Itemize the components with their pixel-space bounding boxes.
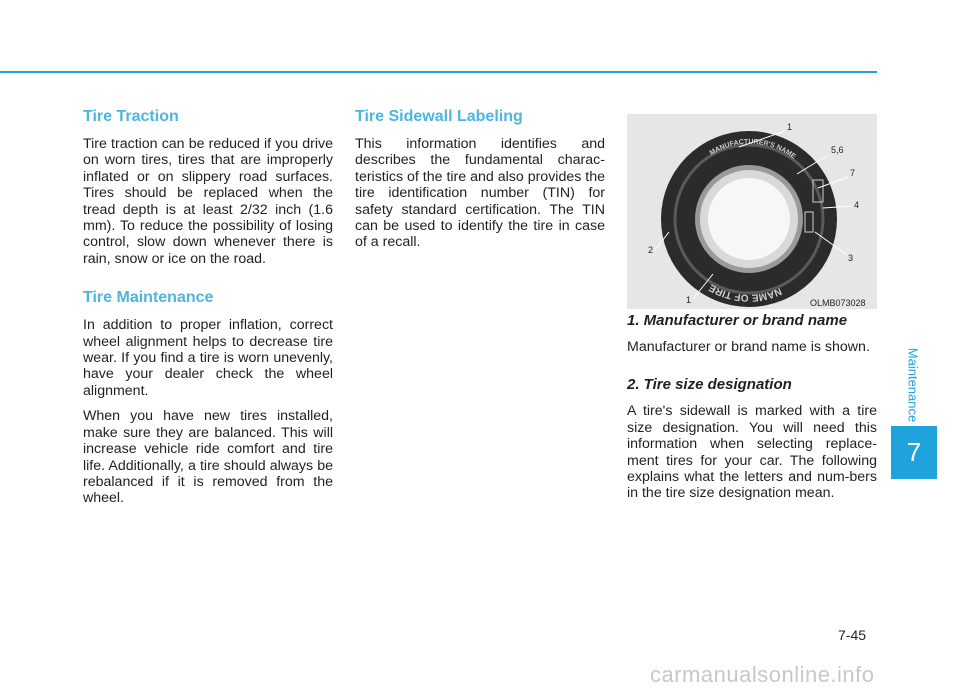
item-2-text: A tire's sidewall is marked with a tire size designation. You will need this information when selecting replace-ment tires for your car. The following explains what the letters and num-bers in the tire size designation mean. bbox=[627, 403, 877, 502]
callout-4: 4 bbox=[854, 200, 860, 210]
item-2-title: 2. Tire size designation bbox=[627, 376, 792, 394]
left-column bbox=[83, 108, 333, 516]
page-number: 7-45 bbox=[838, 627, 867, 643]
section-title-sidewall-labeling: Tire Sidewall Labeling bbox=[355, 108, 523, 125]
right-column bbox=[627, 312, 877, 511]
tire-maintenance-paragraph-2: When you have new tires installed, make sure they are balanced. This will increase vehicle ride comfort and tire life. Additionally, a tire should always be rebalanced if it is removed from the wheel. bbox=[83, 408, 333, 507]
tire-text-bottom: NAME OF TIRE bbox=[707, 281, 784, 303]
tire-sidewall-figure bbox=[627, 114, 877, 309]
sidewall-labeling-paragraph: This information identifies and describes the fundamental charac-teristics of the tire and also provides the tire identification number (TIN) for safety standard certification. The TIN can be used to identify the tire in case of a recall. bbox=[355, 136, 605, 251]
callout-7: 7 bbox=[850, 168, 856, 178]
callout-5-6: 5,6 bbox=[831, 145, 844, 155]
item-1-title: 1. Manufacturer or brand name bbox=[627, 312, 848, 329]
tire-traction-paragraph: Tire traction can be reduced if you drive on worn tires, tires that are improperly inflated or on slippery road surfaces. Tires should be replaced when the tread depth is at least 2/32 inch (1.6 mm). To reduce the possibility of losing control, slow down whenever there is rain, snow or ice on the road. bbox=[83, 136, 333, 267]
figure-code: OLMB073028 bbox=[810, 298, 866, 308]
section-title-tire-maintenance: Tire Maintenance bbox=[83, 289, 214, 307]
callout-3: 3 bbox=[848, 253, 854, 263]
middle-column bbox=[355, 108, 605, 260]
section-side-label bbox=[903, 340, 923, 430]
callout-2: 2 bbox=[648, 245, 654, 255]
item-1-text: Manufacturer or brand name is shown. bbox=[627, 339, 870, 355]
tire-maintenance-paragraph-1: In addition to proper inflation, correct wheel alignment helps to decrease tire wear. If you find a tire is worn unevenly, have your dealer check the wheel alignment. bbox=[83, 317, 333, 399]
tire-illustration bbox=[627, 114, 877, 309]
callout-1-top: 1 bbox=[787, 122, 793, 132]
callout-1-bottom: 1 bbox=[686, 295, 692, 305]
watermark: carmanualsonline.info bbox=[650, 662, 875, 687]
header-rule bbox=[0, 71, 877, 73]
tire-text-top: MANUFACTURER'S NAME bbox=[708, 138, 797, 161]
section-side-label-text: Maintenance bbox=[905, 347, 921, 423]
chapter-tab: 7 bbox=[891, 426, 937, 479]
section-title-tire-traction: Tire Traction bbox=[83, 108, 179, 125]
